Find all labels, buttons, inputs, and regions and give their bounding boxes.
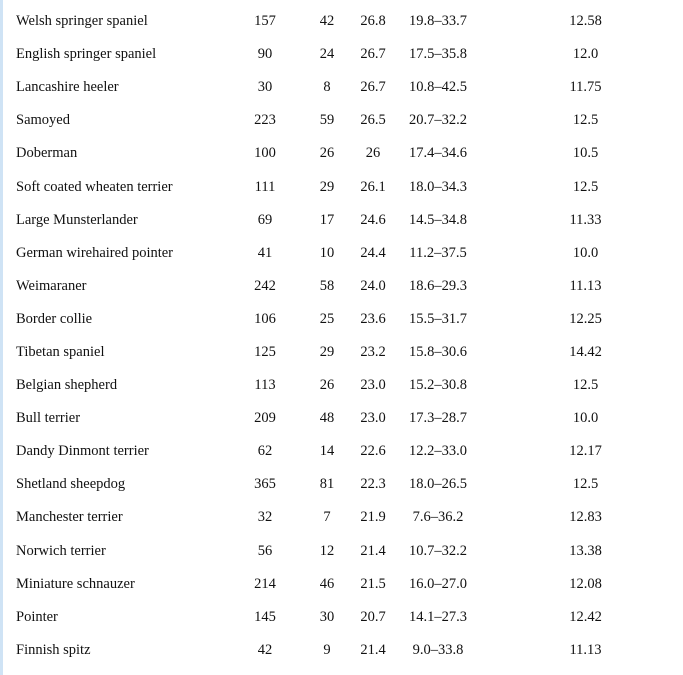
subcount-cell: 14: [319, 443, 335, 460]
count-cell: 41: [257, 244, 273, 261]
value-cell: 26.7: [360, 79, 386, 96]
table-row: [0, 501, 683, 534]
table-row: [0, 71, 683, 104]
breed-cell: Finnish spitz: [16, 641, 91, 658]
subcount-cell: 7: [323, 509, 331, 526]
subcount-cell: 26: [319, 377, 335, 394]
subcount-cell: 42: [319, 13, 335, 30]
subcount-cell: 12: [319, 542, 335, 559]
subcount-cell: 8: [323, 79, 331, 96]
table-row: [0, 303, 683, 336]
count-cell: 42: [257, 641, 273, 658]
range-cell: 17.3–28.7: [409, 410, 467, 427]
value-cell: 24.6: [360, 211, 386, 228]
last-value-cell: 10.0: [572, 244, 599, 261]
value-cell: 22.6: [360, 443, 386, 460]
last-value-cell: 12.5: [572, 112, 599, 129]
value-cell: 26.1: [360, 178, 386, 195]
subcount-cell: 46: [319, 575, 335, 592]
value-cell: 21.9: [360, 509, 386, 526]
table-row: [0, 204, 683, 237]
value-cell: 26.7: [360, 46, 386, 63]
count-cell: 223: [254, 112, 276, 129]
breed-cell: Bull terrier: [16, 410, 81, 427]
count-cell: 56: [257, 542, 273, 559]
value-cell: 24.0: [360, 277, 386, 294]
breed-cell: Samoyed: [16, 112, 70, 129]
count-cell: 209: [254, 410, 276, 427]
count-cell: 90: [257, 46, 273, 63]
range-cell: 18.0–34.3: [409, 178, 467, 195]
count-cell: 145: [254, 608, 276, 625]
table-row: [0, 369, 683, 402]
last-value-cell: 12.83: [569, 509, 602, 526]
last-value-cell: 14.42: [569, 343, 602, 360]
table-row: [0, 634, 683, 667]
breed-cell: Weimaraner: [16, 277, 87, 294]
count-cell: 113: [254, 377, 276, 394]
breed-cell: Tibetan spaniel: [16, 343, 105, 360]
table-body: [0, 5, 683, 667]
value-cell: 26.5: [360, 112, 386, 129]
range-cell: 14.5–34.8: [409, 211, 467, 228]
range-cell: 10.7–32.2: [409, 542, 467, 559]
value-cell: 21.4: [360, 542, 386, 559]
value-cell: 21.5: [360, 575, 386, 592]
value-cell: 26: [365, 145, 381, 162]
table-row: [0, 270, 683, 303]
range-cell: 14.1–27.3: [409, 608, 467, 625]
subcount-cell: 10: [319, 244, 335, 261]
subcount-cell: 59: [319, 112, 335, 129]
count-cell: 62: [257, 443, 273, 460]
last-value-cell: 11.13: [569, 641, 602, 658]
breed-cell: Miniature schnauzer: [16, 575, 135, 592]
count-cell: 125: [254, 343, 276, 360]
breed-cell: Manchester terrier: [16, 509, 123, 526]
breed-data-table: [0, 5, 683, 667]
value-cell: 24.4: [360, 244, 386, 261]
table-row: [0, 5, 683, 38]
value-cell: 21.4: [360, 641, 386, 658]
table-row: [0, 336, 683, 369]
table-row: [0, 137, 683, 170]
value-cell: 23.0: [360, 377, 386, 394]
subcount-cell: 26: [319, 145, 335, 162]
subcount-cell: 25: [319, 310, 335, 327]
count-cell: 69: [257, 211, 273, 228]
last-value-cell: 12.5: [572, 476, 599, 493]
value-cell: 23.6: [360, 310, 386, 327]
breed-cell: Large Munsterlander: [16, 211, 138, 228]
last-value-cell: 12.5: [572, 377, 599, 394]
count-cell: 214: [254, 575, 276, 592]
breed-cell: German wirehaired pointer: [16, 244, 174, 261]
value-cell: 23.2: [360, 343, 386, 360]
breed-cell: Norwich terrier: [16, 542, 106, 559]
breed-cell: Dandy Dinmont terrier: [16, 443, 149, 460]
last-value-cell: 11.13: [569, 277, 602, 294]
breed-cell: Shetland sheepdog: [16, 476, 126, 493]
table-row: [0, 38, 683, 71]
subcount-cell: 81: [319, 476, 335, 493]
range-cell: 17.4–34.6: [409, 145, 467, 162]
last-value-cell: 12.58: [569, 13, 602, 30]
breed-cell: Welsh springer spaniel: [16, 13, 148, 30]
breed-cell: Pointer: [16, 608, 58, 625]
range-cell: 10.8–42.5: [409, 79, 467, 96]
table-row: [0, 468, 683, 501]
table-row: [0, 435, 683, 468]
value-cell: 23.0: [360, 410, 386, 427]
subcount-cell: 24: [319, 46, 335, 63]
count-cell: 111: [254, 178, 276, 195]
breed-cell: Border collie: [16, 310, 93, 327]
subcount-cell: 48: [319, 410, 335, 427]
subcount-cell: 30: [319, 608, 335, 625]
subcount-cell: 29: [319, 343, 335, 360]
breed-cell: Doberman: [16, 145, 78, 162]
table-row: [0, 104, 683, 137]
count-cell: 100: [254, 145, 276, 162]
range-cell: 18.0–26.5: [409, 476, 467, 493]
table-row: [0, 568, 683, 601]
breed-cell: English springer spaniel: [16, 46, 157, 63]
range-cell: 15.8–30.6: [409, 343, 467, 360]
table-row: [0, 170, 683, 203]
range-cell: 19.8–33.7: [409, 13, 467, 30]
count-cell: 242: [254, 277, 276, 294]
subcount-cell: 29: [319, 178, 335, 195]
last-value-cell: 10.5: [572, 145, 599, 162]
range-cell: 15.5–31.7: [409, 310, 467, 327]
table-row: [0, 535, 683, 568]
last-value-cell: 12.42: [569, 608, 602, 625]
breed-cell: Belgian shepherd: [16, 377, 118, 394]
table-row: [0, 601, 683, 634]
range-cell: 7.6–36.2: [412, 509, 464, 526]
range-cell: 12.2–33.0: [409, 443, 467, 460]
last-value-cell: 11.75: [569, 79, 602, 96]
count-cell: 106: [254, 310, 276, 327]
value-cell: 20.7: [360, 608, 386, 625]
table-row: [0, 237, 683, 270]
range-cell: 17.5–35.8: [409, 46, 467, 63]
table-row: [0, 402, 683, 435]
count-cell: 30: [257, 79, 273, 96]
count-cell: 365: [254, 476, 276, 493]
last-value-cell: 12.0: [572, 46, 599, 63]
last-value-cell: 11.33: [569, 211, 602, 228]
last-value-cell: 12.25: [569, 310, 602, 327]
range-cell: 11.2–37.5: [409, 244, 467, 261]
last-value-cell: 13.38: [569, 542, 602, 559]
count-cell: 32: [257, 509, 273, 526]
breed-cell: Soft coated wheaten terrier: [16, 178, 173, 195]
range-cell: 15.2–30.8: [409, 377, 467, 394]
subcount-cell: 9: [323, 641, 331, 658]
last-value-cell: 10.0: [572, 410, 599, 427]
count-cell: 157: [254, 13, 276, 30]
breed-cell: Lancashire heeler: [16, 79, 119, 96]
last-value-cell: 12.08: [569, 575, 602, 592]
value-cell: 26.8: [360, 13, 386, 30]
range-cell: 9.0–33.8: [412, 641, 464, 658]
last-value-cell: 12.5: [572, 178, 599, 195]
value-cell: 22.3: [360, 476, 386, 493]
range-cell: 20.7–32.2: [409, 112, 467, 129]
range-cell: 16.0–27.0: [409, 575, 467, 592]
subcount-cell: 17: [319, 211, 335, 228]
last-value-cell: 12.17: [569, 443, 602, 460]
range-cell: 18.6–29.3: [409, 277, 467, 294]
subcount-cell: 58: [319, 277, 335, 294]
